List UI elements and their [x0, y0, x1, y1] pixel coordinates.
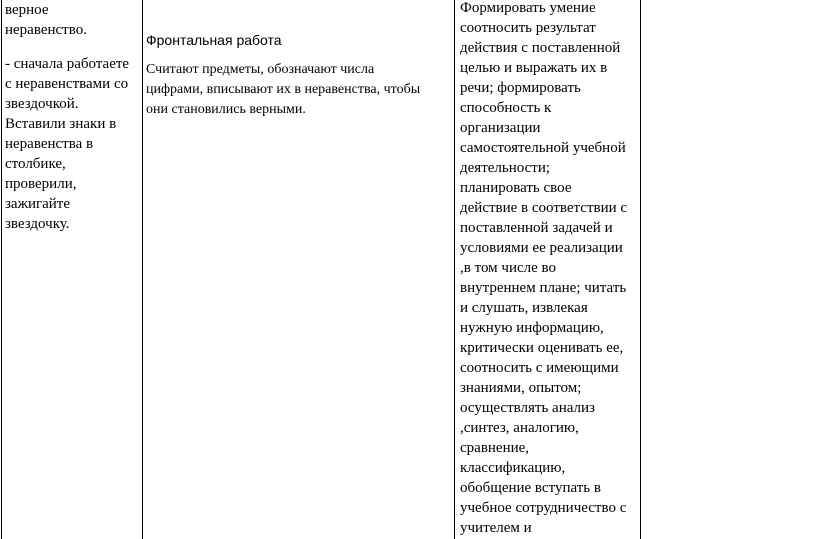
text-line: верное	[5, 2, 49, 18]
text-line: столбике,	[5, 156, 66, 172]
activity-heading: Фронтальная работа	[146, 32, 282, 48]
text-line: Формировать умение	[460, 0, 596, 16]
text-line: неравенство.	[5, 22, 87, 38]
text-line: - сначала работаете	[5, 56, 130, 72]
table-border-left	[1, 0, 2, 539]
text-line: знаниями, опытом;	[460, 380, 582, 396]
table-cell-activity	[146, 0, 446, 120]
cell-text-instructions	[5, 54, 142, 234]
text-line: осуществлять анализ	[460, 400, 595, 416]
table-cell-competencies	[460, 0, 632, 538]
text-line: способность к	[460, 100, 552, 116]
text-line: неравенства в	[5, 136, 94, 152]
text-line: классификацию,	[460, 460, 566, 476]
text-line: и слушать, извлекая	[460, 300, 588, 316]
text-line: Вставили знаки в	[5, 116, 117, 132]
text-line: деятельности;	[460, 160, 551, 176]
cell-text-intro	[5, 0, 142, 40]
text-line: учителем и	[460, 520, 532, 536]
text-line: сравнение,	[460, 440, 530, 456]
text-line: цифрами, вписывают их в неравенства, чтобы	[146, 82, 421, 97]
text-line: соотносить результат	[460, 20, 596, 36]
text-line: учебное сотрудничество с	[460, 500, 627, 516]
text-line: обобщение вступать в	[460, 480, 601, 496]
text-line: поставленной задачей и	[460, 220, 613, 236]
text-line: самостоятельной учебной	[460, 140, 626, 156]
text-line: зажигайте	[5, 196, 71, 212]
text-line: проверили,	[5, 176, 77, 192]
text-line: с неравенствами со	[5, 76, 129, 92]
text-line: Считают предметы, обозначают числа	[146, 62, 375, 77]
text-line: условиями ее реализации	[460, 240, 623, 256]
text-line: ,в том числе во	[460, 260, 556, 276]
table-border-col2	[454, 0, 455, 539]
text-line: критически оценивать ее,	[460, 340, 624, 356]
table-border-right	[640, 0, 641, 539]
text-line: организации	[460, 120, 541, 136]
text-line: внутреннем плане; читать	[460, 280, 627, 296]
text-line: нужную информацию,	[460, 320, 604, 336]
text-line: целью и выражать их в	[460, 60, 608, 76]
text-line: речи; формировать	[460, 80, 581, 96]
text-line: действие в соответствии с	[460, 200, 628, 216]
text-line: ,синтез, аналогию,	[460, 420, 579, 436]
text-line: действия с поставленной	[460, 40, 621, 56]
text-line: звездочкой.	[5, 96, 79, 112]
text-line: соотносить с имеющими	[460, 360, 619, 376]
table-cell-stage	[5, 0, 142, 234]
table-border-col1	[142, 0, 143, 539]
activity-description	[146, 60, 446, 120]
text-line: звездочку.	[5, 216, 70, 232]
text-line: планировать свое	[460, 180, 572, 196]
text-line: они становились верными.	[146, 102, 306, 117]
